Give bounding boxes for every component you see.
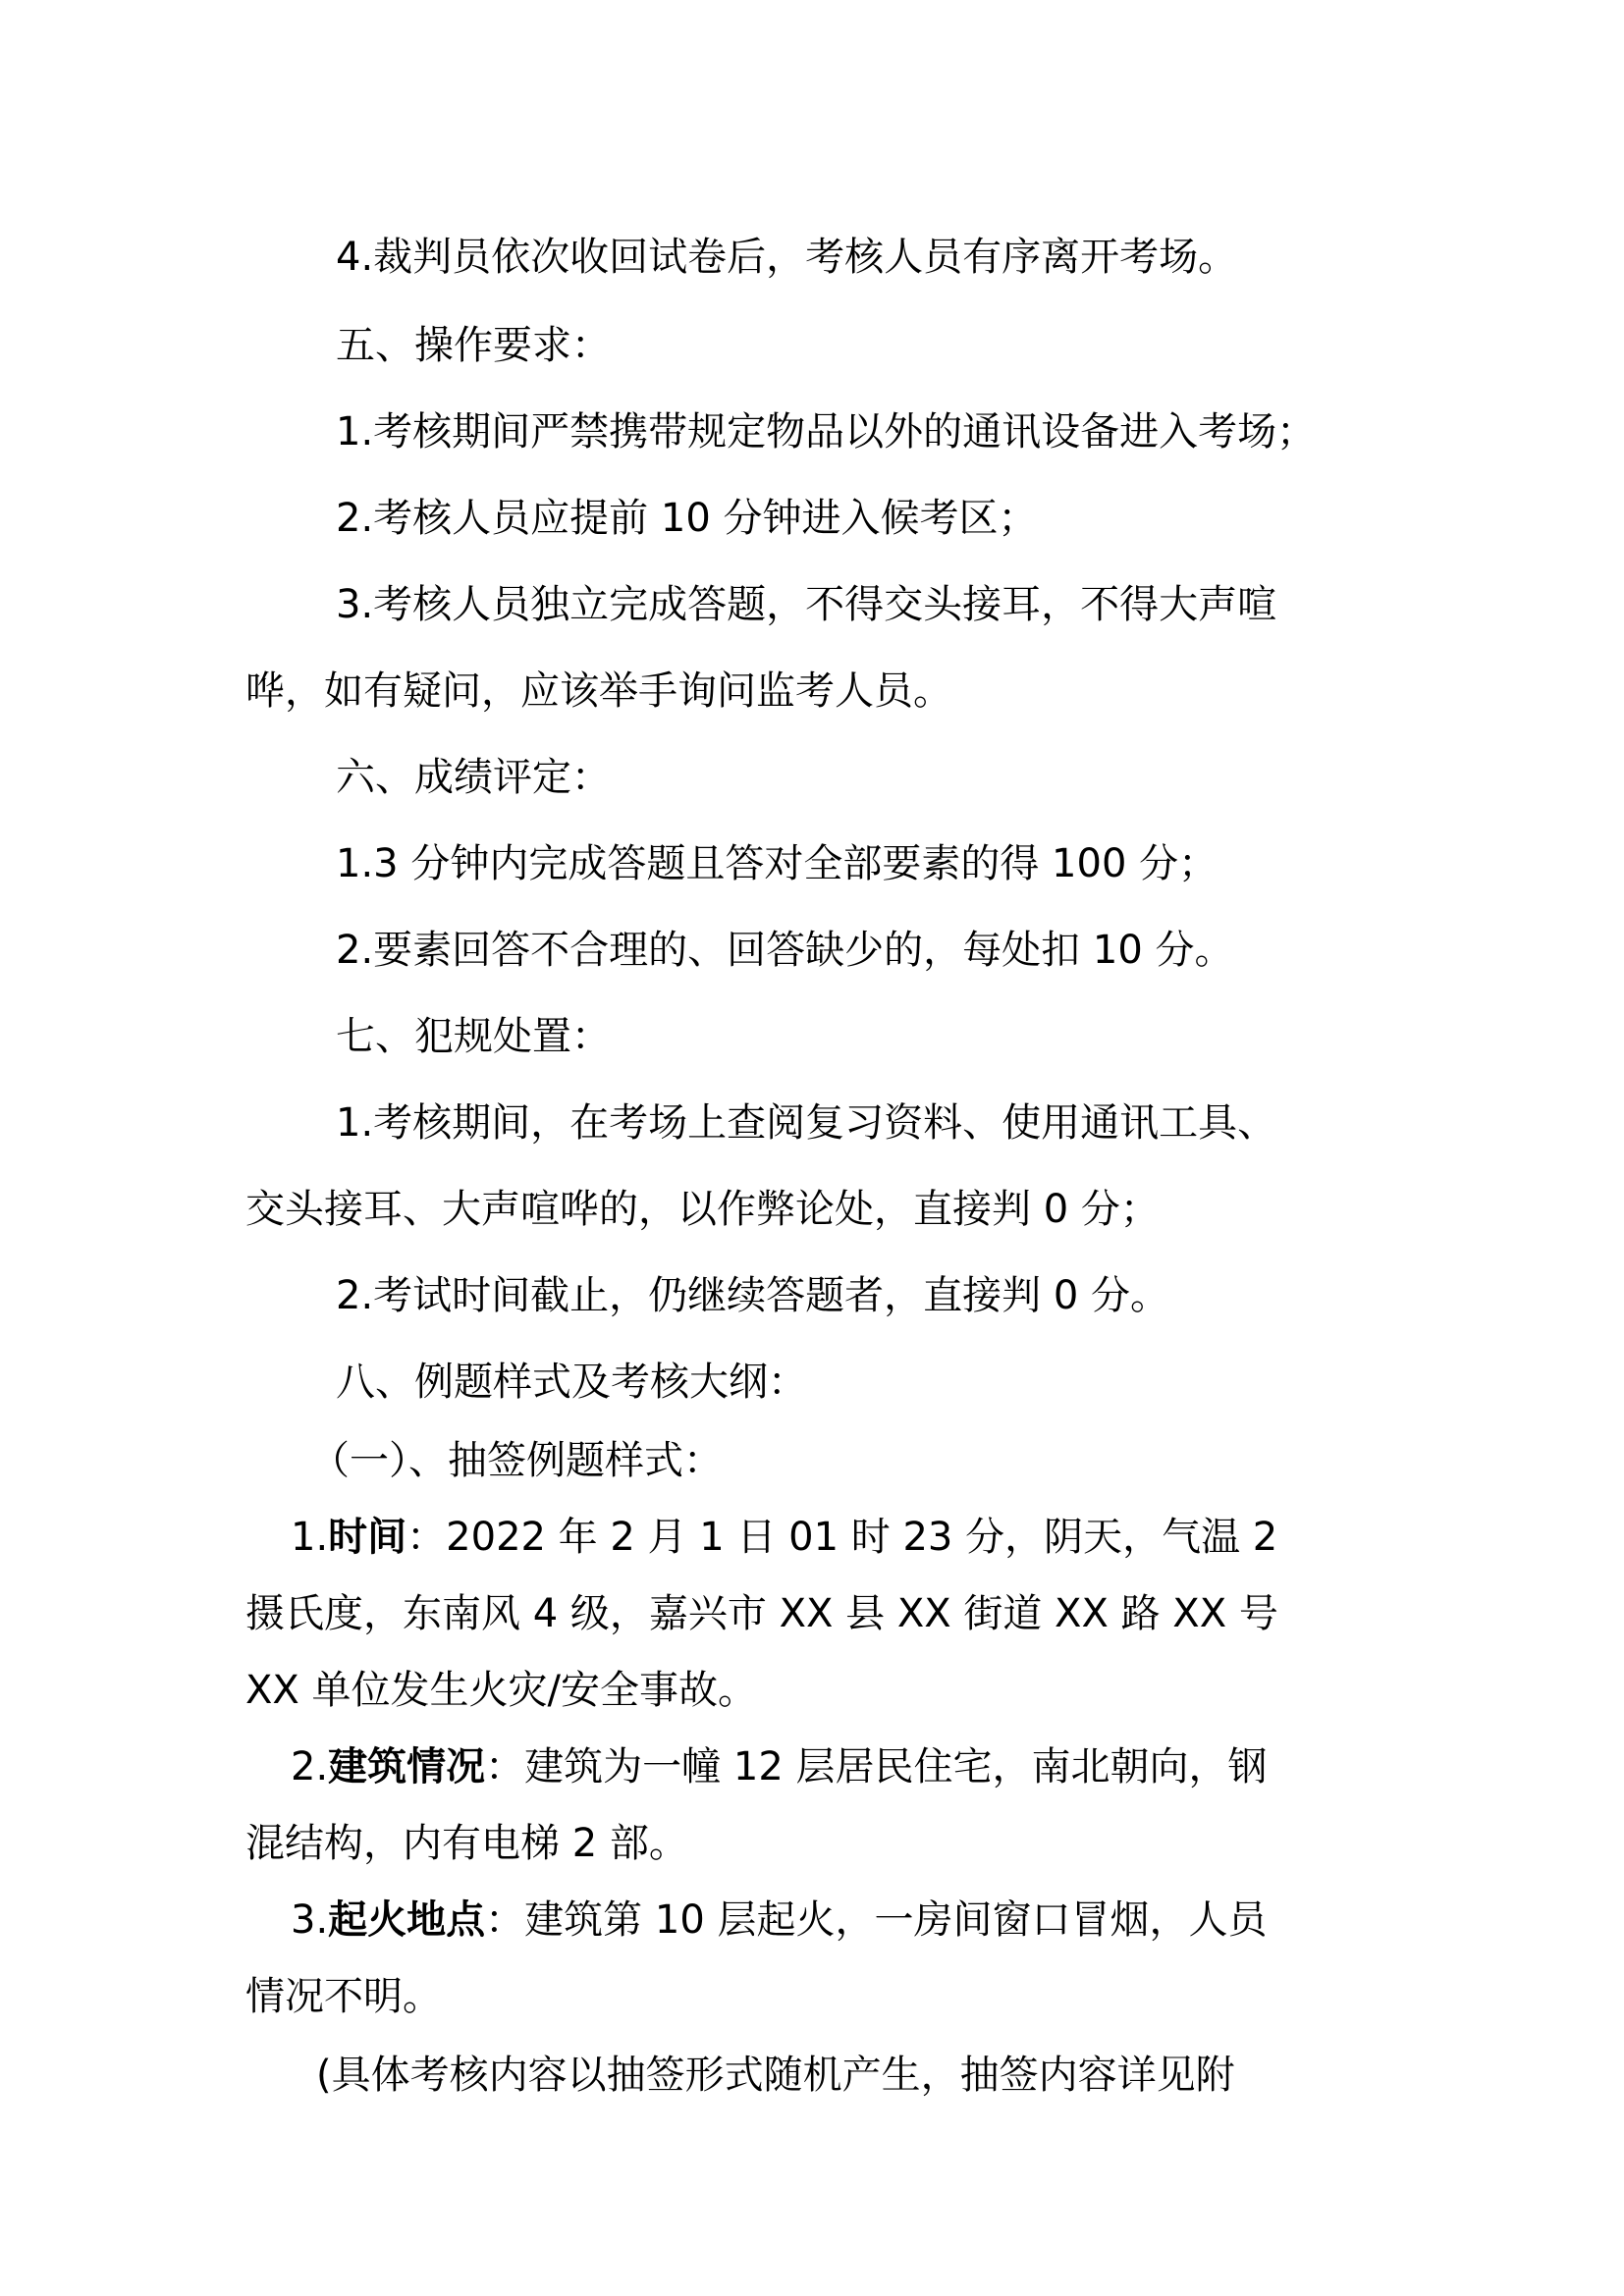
paragraph-line: 2.要素回答不合理的、回答缺少的，每处扣 10 分。 bbox=[336, 928, 1234, 973]
item-text: ：建筑第 10 层起火，一房间窗口冒烟，人员 bbox=[485, 1897, 1268, 1943]
item-number: 1. bbox=[291, 1515, 329, 1560]
paragraph-line: 1.考核期间，在考场上查阅复习资料、使用通讯工具、 bbox=[336, 1100, 1277, 1146]
section-heading: 五、操作要求： bbox=[336, 323, 611, 368]
paragraph-line: 哗，如有疑问，应该举手询问监考人员。 bbox=[245, 668, 952, 714]
subsection-heading: （一）、抽签例题样式： bbox=[310, 1438, 723, 1483]
paragraph-line: 3.考核人员独立完成答题，不得交头接耳，不得大声喧 bbox=[336, 582, 1277, 627]
section-heading: 七、犯规处置： bbox=[336, 1014, 611, 1059]
item-number: 3. bbox=[291, 1897, 329, 1943]
example-item-time bbox=[291, 1512, 1277, 1563]
item-number: 2. bbox=[291, 1744, 329, 1789]
item-text: ：2022 年 2 月 1 日 01 时 23 分，阴天，气温 2 bbox=[406, 1515, 1278, 1560]
paragraph-line: 1.考核期间严禁携带规定物品以外的通讯设备进入考场； bbox=[336, 409, 1317, 454]
note-line: (具体考核内容以抽签形式随机产生，抽签内容详见附 bbox=[316, 2053, 1235, 2098]
paragraph-line: 摄氏度，东南风 4 级，嘉兴市 XX 县 XX 街道 XX 路 XX 号 bbox=[245, 1591, 1278, 1636]
example-item-building bbox=[291, 1741, 1268, 1792]
section-heading: 八、例题样式及考核大纲： bbox=[336, 1360, 807, 1405]
paragraph-line: XX 单位发生火灾/安全事故。 bbox=[245, 1668, 757, 1713]
paragraph-line: 2.考核人员应提前 10 分钟进入候考区； bbox=[336, 496, 1038, 541]
item-label: 时间 bbox=[328, 1515, 407, 1560]
item-label: 起火地点 bbox=[328, 1897, 486, 1943]
item-label: 建筑情况 bbox=[328, 1744, 486, 1789]
section-heading: 六、成绩评定： bbox=[336, 755, 611, 800]
paragraph-line: 情况不明。 bbox=[245, 1974, 442, 2019]
paragraph-line: 交头接耳、大声喧哗的，以作弊论处，直接判 0 分； bbox=[245, 1187, 1160, 1232]
paragraph-line: 混结构，内有电梯 2 部。 bbox=[245, 1821, 688, 1866]
paragraph-line: 1.3 分钟内完成答题且答对全部要素的得 100 分； bbox=[336, 841, 1218, 886]
example-item-fire-location bbox=[291, 1895, 1268, 1946]
paragraph-line: 2.考试时间截止，仍继续答题者，直接判 0 分。 bbox=[336, 1273, 1170, 1318]
paragraph-line: 4.裁判员依次收回试卷后，考核人员有序离开考场。 bbox=[336, 235, 1238, 280]
item-text: ：建筑为一幢 12 层居民住宅，南北朝向，钢 bbox=[485, 1744, 1268, 1789]
